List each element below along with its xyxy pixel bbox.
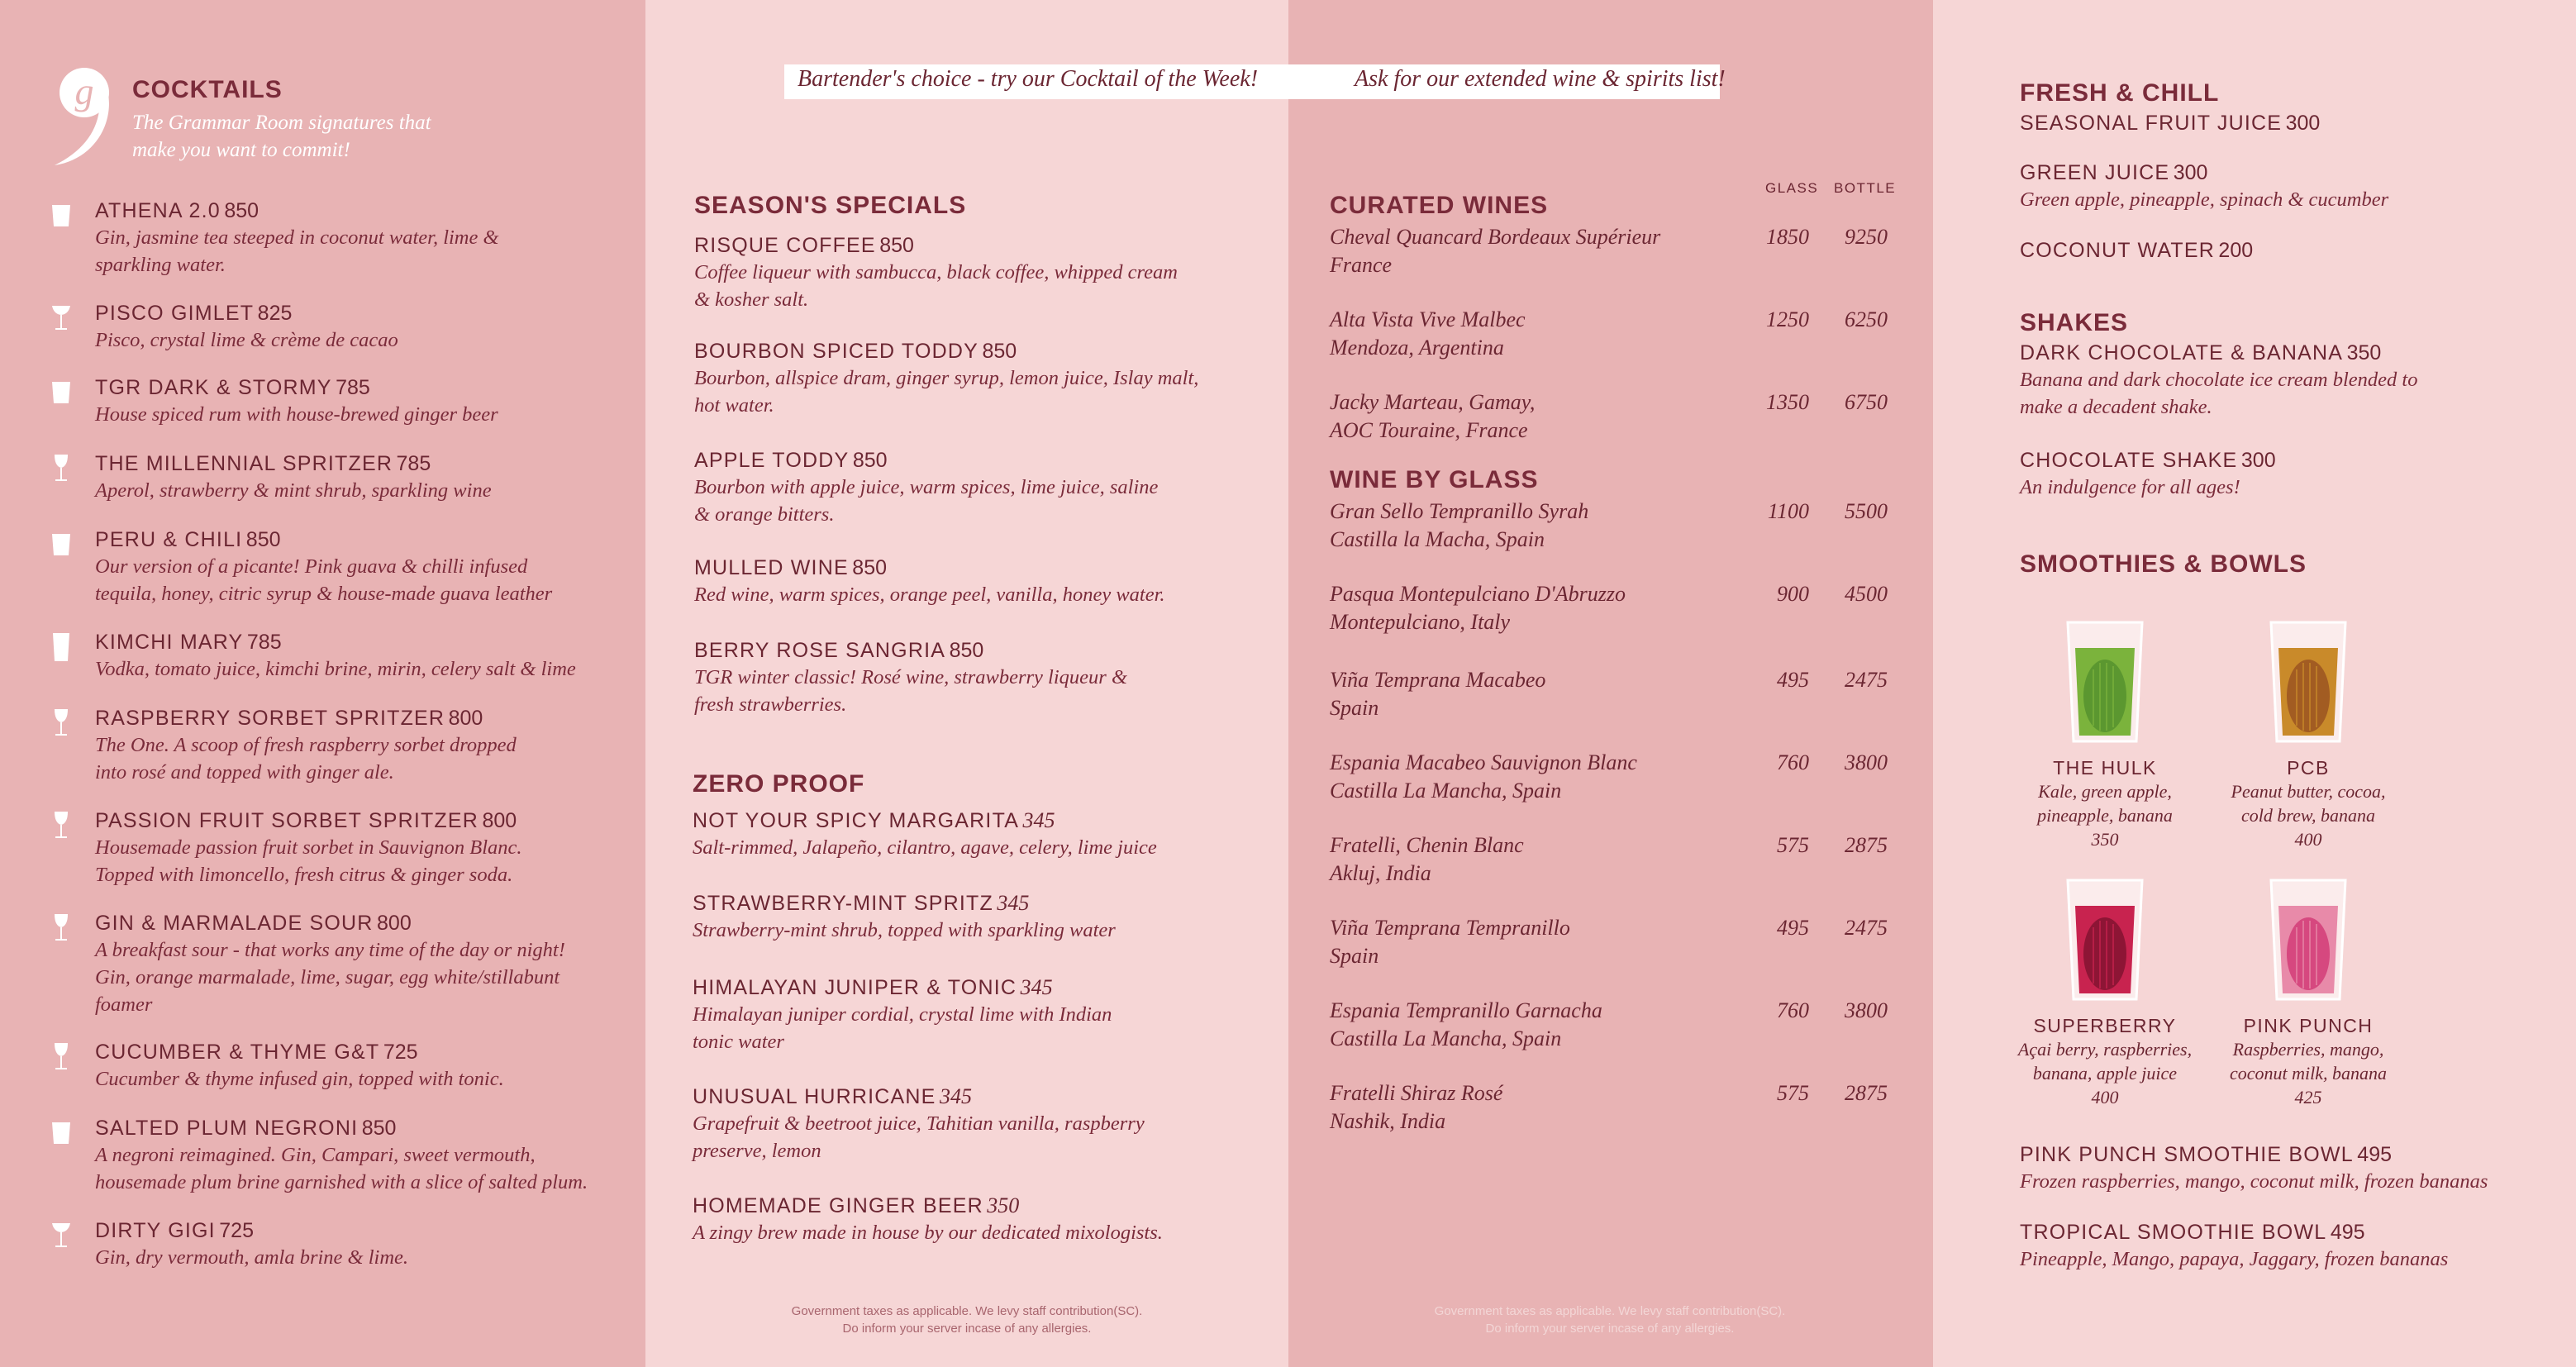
menu-item-heading xyxy=(694,339,1256,364)
menu-item-heading xyxy=(95,808,645,834)
menu-item-name: TROPICAL SMOOTHIE BOWL xyxy=(2020,1221,2327,1244)
menu-item-description: Aperol, strawberry & mint shrub, sparkling wine xyxy=(95,479,492,502)
menu-item-heading xyxy=(2020,111,2576,136)
smoothie-description: banana, apple juice xyxy=(2032,1063,2178,1084)
footer-note xyxy=(1288,1303,1931,1337)
curated-wines-title: CURATED WINES xyxy=(1330,192,1549,219)
wine-glass-price: 575 xyxy=(1777,1081,1809,1105)
menu-item-description: House spiced rum with house-brewed ginger beer xyxy=(95,403,498,426)
menu-item-heading xyxy=(693,1193,1255,1219)
cocktail-glass-icon xyxy=(50,707,73,739)
zero-proof-title: ZERO PROOF xyxy=(693,770,865,798)
menu-item-description: tequila, honey, citric syrup & house-made guava leather xyxy=(95,583,553,605)
cocktail-glass-icon xyxy=(50,631,73,663)
menu-item-name: UNUSUAL HURRICANE xyxy=(693,1085,936,1108)
menu-item-price: 785 xyxy=(246,631,282,654)
menu-item-description: Green apple, pineapple, spinach & cucumber xyxy=(2020,188,2389,211)
menu-item-description: preserve, lemon xyxy=(693,1140,821,1162)
menu-item xyxy=(694,555,1256,608)
menu-item-heading xyxy=(693,891,1255,917)
menu-item-description: Himalayan juniper cordial, crystal lime with Indian xyxy=(693,1003,1112,1026)
menu-item-heading xyxy=(95,375,645,401)
cocktails-title: COCKTAILS xyxy=(132,76,283,103)
wine-row xyxy=(1330,666,1925,722)
menu-item-price: 850 xyxy=(224,199,260,222)
menu-item-heading xyxy=(95,301,645,326)
smoothie-description: Raspberries, mango, xyxy=(2232,1039,2384,1060)
menu-item-description: Coffee liqueur with sambucca, black coffee, whipped cream xyxy=(694,261,1178,283)
menu-item-name: KIMCHI MARY xyxy=(95,631,244,654)
wine-glass-price: 1850 xyxy=(1766,225,1809,249)
menu-item-price: 850 xyxy=(949,639,984,662)
grammar-room-logo xyxy=(48,60,116,167)
menu-item-description: housemade plum brine garnished with a slice of salted plum. xyxy=(95,1171,588,1193)
wine-row xyxy=(1330,388,1925,445)
menu-item-description: Bourbon, allspice dram, ginger syrup, lemon juice, Islay malt, xyxy=(694,367,1199,389)
smoothie-caption xyxy=(2213,757,2403,851)
menu-item-description: The One. A scoop of fresh raspberry sorbet dropped xyxy=(95,734,517,756)
fresh-chill-title: FRESH & CHILL xyxy=(2020,79,2220,107)
menu-item-name: GIN & MARMALADE SOUR xyxy=(95,912,374,935)
menu-item xyxy=(693,975,1255,1055)
menu-item-price: 850 xyxy=(852,556,888,579)
smoothie-caption xyxy=(2010,757,2200,851)
wine-row xyxy=(1330,498,1925,554)
smoothie-description: cold brew, banana xyxy=(2241,805,2375,826)
cocktail-glass-icon xyxy=(50,377,73,408)
menu-item-description: Strawberry-mint shrub, topped with sparkling water xyxy=(693,919,1116,941)
menu-item xyxy=(2020,111,2576,136)
menu-item xyxy=(95,375,645,428)
cocktail-glass-icon xyxy=(50,529,73,560)
wine-row xyxy=(1330,831,1925,888)
menu-item-name: PASSION FRUIT SORBET SPRITZER xyxy=(95,809,479,832)
menu-item-heading xyxy=(95,198,645,224)
menu-item-price: 725 xyxy=(383,1041,418,1064)
smoothie-price: 400 xyxy=(2294,829,2322,850)
menu-item-heading xyxy=(95,1040,645,1065)
menu-item-heading xyxy=(95,1218,645,1244)
wine-name: Cheval Quancard Bordeaux Supérieur xyxy=(1330,225,1661,249)
menu-item-description: Topped with limoncello, fresh citrus & ginger soda. xyxy=(95,864,513,886)
wine-origin: France xyxy=(1330,253,1393,277)
wine-name: Fratelli Shiraz Rosé xyxy=(1330,1081,1503,1105)
wine-name: Pasqua Montepulciano D'Abruzzo xyxy=(1330,582,1626,606)
smoothie-caption xyxy=(2213,1015,2403,1109)
beverages-panel xyxy=(1933,0,2576,1367)
wine-origin: Akluj, India xyxy=(1330,861,1431,885)
menu-item-description: into rosé and topped with ginger ale. xyxy=(95,761,394,784)
menu-item-description: Bourbon with apple juice, warm spices, lime juice, saline xyxy=(694,476,1159,498)
wine-bottle-price: 2475 xyxy=(1845,916,1888,940)
footer-line: Do inform your server incase of any allergies. xyxy=(1485,1322,1735,1336)
menu-item-name: PISCO GIMLET xyxy=(95,302,255,325)
wine-name: Jacky Marteau, Gamay, xyxy=(1330,390,1536,414)
menu-item-price: 300 xyxy=(2285,112,2321,135)
cocktails-subtitle xyxy=(132,109,431,164)
top-banner xyxy=(784,64,1726,99)
menu-item-name: HOMEMADE GINGER BEER xyxy=(693,1194,983,1217)
smoothie-name: PINK PUNCH xyxy=(2243,1015,2374,1036)
smoothie-cup-icon xyxy=(2065,620,2145,744)
menu-item-description: Gin, dry vermouth, amla brine & lime. xyxy=(95,1246,409,1269)
menu-item-name: DARK CHOCOLATE & BANANA xyxy=(2020,341,2344,364)
wine-glass-price: 1250 xyxy=(1766,307,1809,331)
menu-item-heading xyxy=(694,638,1256,664)
smoothie-description: Kale, green apple, xyxy=(2038,781,2172,802)
glass-column-header: GLASS xyxy=(1765,180,1819,196)
menu-item-heading xyxy=(694,233,1256,259)
menu-item-price: 300 xyxy=(2173,161,2208,184)
menu-item xyxy=(2020,1220,2576,1273)
menu-item-description: Gin, jasmine tea steeped in coconut water, lime & xyxy=(95,226,499,249)
menu-item-heading xyxy=(693,1084,1255,1110)
menu-item-price: 785 xyxy=(396,452,431,475)
menu-item-heading xyxy=(693,808,1255,834)
cocktail-of-week-note: Bartender's choice - try our Cocktail of the Week! xyxy=(798,66,1259,92)
menu-item xyxy=(95,451,645,504)
wine-glass-price: 1350 xyxy=(1766,390,1809,414)
menu-item-description: hot water. xyxy=(694,394,774,417)
smoothies-bowls-title: SMOOTHIES & BOWLS xyxy=(2020,550,2307,578)
wine-name: Gran Sello Tempranillo Syrah xyxy=(1330,499,1589,523)
menu-item-description: Banana and dark chocolate ice cream blended to xyxy=(2020,369,2418,391)
menu-item xyxy=(95,527,645,607)
wine-bottle-price: 2475 xyxy=(1845,668,1888,692)
bottle-column-header: BOTTLE xyxy=(1834,180,1897,196)
menu-item-description: Vodka, tomato juice, kimchi brine, mirin, celery salt & lime xyxy=(95,658,576,680)
wine-origin: Spain xyxy=(1330,944,1379,968)
menu-item xyxy=(694,339,1256,419)
wine-name: Alta Vista Vive Malbec xyxy=(1330,307,1526,331)
smoothie-cup-icon xyxy=(2269,620,2348,744)
wine-row xyxy=(1330,1079,1925,1136)
wine-origin: Montepulciano, Italy xyxy=(1330,610,1511,634)
menu-item xyxy=(693,808,1255,861)
menu-item-description: & orange bitters. xyxy=(694,503,835,526)
wine-row xyxy=(1330,306,1925,362)
smoothie-name: PCB xyxy=(2287,757,2330,779)
menu-item-price: 350 xyxy=(987,1193,1020,1217)
wine-glass-price: 760 xyxy=(1777,750,1809,774)
menu-item-price: 850 xyxy=(879,234,914,257)
menu-item-description: Red wine, warm spices, orange peel, vanilla, honey water. xyxy=(694,583,1165,606)
wine-glass-price: 495 xyxy=(1777,916,1809,940)
wine-row xyxy=(1330,580,1925,636)
menu-item xyxy=(95,1218,645,1271)
menu-item xyxy=(694,638,1256,718)
cocktail-glass-icon xyxy=(50,1117,73,1149)
menu-item-name: BOURBON SPICED TODDY xyxy=(694,340,978,363)
menu-item-name: TGR DARK & STORMY xyxy=(95,376,332,399)
menu-item-description: Our version of a picante! Pink guava & chilli infused xyxy=(95,555,528,578)
menu-item-name: RASPBERRY SORBET SPRITZER xyxy=(95,707,445,730)
menu-item-description: Salt-rimmed, Jalapeño, cilantro, agave, celery, lime juice xyxy=(693,836,1157,859)
menu-item-description: tonic water xyxy=(693,1031,784,1053)
menu-item-name: SALTED PLUM NEGRONI xyxy=(95,1117,359,1140)
menu-item-price: 850 xyxy=(245,528,281,551)
wine-bottle-price: 5500 xyxy=(1845,499,1888,523)
menu-item-name: STRAWBERRY-MINT SPRITZ xyxy=(693,892,993,915)
wine-bottle-price: 3800 xyxy=(1845,750,1888,774)
menu-item-name: CHOCOLATE SHAKE xyxy=(2020,449,2238,472)
wine-bottle-price: 9250 xyxy=(1845,225,1888,249)
menu-item-name: MULLED WINE xyxy=(694,556,849,579)
menu-item xyxy=(95,1040,645,1093)
menu-item-heading xyxy=(95,1116,645,1141)
menu-item-description: Cucumber & thyme infused gin, topped with tonic. xyxy=(95,1068,504,1090)
shakes-title: SHAKES xyxy=(2020,309,2129,336)
menu-item-name: APPLE TODDY xyxy=(694,449,850,472)
menu-item-description: A breakfast sour - that works any time of the day or night! xyxy=(95,939,565,961)
menu-item-description: sparkling water. xyxy=(95,254,226,276)
smoothie-cup-icon xyxy=(2269,878,2348,1002)
specials-panel xyxy=(645,0,1288,1367)
menu-item-price: 800 xyxy=(482,809,517,832)
wine-glass-price: 575 xyxy=(1777,833,1809,857)
menu-item-price: 825 xyxy=(257,302,293,325)
menu-item-name: DIRTY GIGI xyxy=(95,1219,216,1242)
smoothie-description: pineapple, banana xyxy=(2037,805,2173,826)
menu-item-name: HIMALAYAN JUNIPER & TONIC xyxy=(693,976,1017,999)
menu-item-name: PINK PUNCH SMOOTHIE BOWL xyxy=(2020,1143,2354,1166)
menu-item-price: 345 xyxy=(997,891,1030,915)
cocktail-glass-icon xyxy=(50,200,73,231)
menu-item-price: 345 xyxy=(1022,808,1055,832)
menu-item-description: make a decadent shake. xyxy=(2020,396,2212,418)
cocktail-glass-icon xyxy=(50,453,73,484)
menu-item-heading xyxy=(95,451,645,477)
smoothie-cup-icon xyxy=(2065,878,2145,1002)
wine-glass-price: 495 xyxy=(1777,668,1809,692)
menu-item-heading xyxy=(2020,238,2576,264)
wine-row xyxy=(1330,749,1925,805)
smoothie-name: THE HULK xyxy=(2053,757,2157,779)
cocktail-glass-icon xyxy=(50,1220,73,1251)
svg-text:g: g xyxy=(74,70,94,112)
cocktail-glass-icon xyxy=(50,302,73,334)
menu-item-description: Pineapple, Mango, papaya, Jaggary, frozen bananas xyxy=(2020,1248,2449,1270)
wine-origin: Castilla la Macha, Spain xyxy=(1330,527,1545,551)
menu-item-description: Housemade passion fruit sorbet in Sauvignon Blanc. xyxy=(95,836,522,859)
menu-item xyxy=(2020,160,2576,213)
menu-item-description: An indulgence for all ages! xyxy=(2020,476,2240,498)
menu-item-name: GREEN JUICE xyxy=(2020,161,2170,184)
menu-item-heading xyxy=(2020,1142,2576,1168)
menu-item xyxy=(2020,238,2576,264)
wine-bottle-price: 3800 xyxy=(1845,998,1888,1022)
wine-row xyxy=(1330,997,1925,1053)
wine-glass-price: 900 xyxy=(1777,582,1809,606)
menu-item-description: Gin, orange marmalade, lime, sugar, egg white/stillabunt xyxy=(95,966,560,988)
menu-item-heading xyxy=(2020,448,2576,474)
menu-item xyxy=(95,808,645,888)
menu-item-price: 800 xyxy=(448,707,483,730)
wine-by-glass-title: WINE BY GLASS xyxy=(1330,466,1539,493)
menu-item-price: 850 xyxy=(852,449,888,472)
cocktail-glass-icon xyxy=(50,912,73,944)
menu-item-description: Frozen raspberries, mango, coconut milk, frozen bananas xyxy=(2020,1170,2488,1193)
menu-item-price: 350 xyxy=(2346,341,2382,364)
cocktails-panel xyxy=(0,0,645,1367)
menu-item-price: 495 xyxy=(2330,1221,2365,1244)
menu-item-name: COCONUT WATER xyxy=(2020,239,2215,262)
menu-item-heading xyxy=(95,527,645,553)
wine-origin: Nashik, India xyxy=(1330,1109,1446,1133)
wine-bottle-price: 6250 xyxy=(1845,307,1888,331)
smoothie-description: Açai berry, raspberries, xyxy=(2017,1039,2193,1060)
footer-line: Do inform your server incase of any allergies. xyxy=(842,1322,1092,1336)
menu-item-name: NOT YOUR SPICY MARGARITA xyxy=(693,809,1020,832)
menu-item-heading xyxy=(694,448,1256,474)
menu-item-description: A negroni reimagined. Gin, Campari, sweet vermouth, xyxy=(95,1144,536,1166)
smoothie-price: 425 xyxy=(2294,1087,2322,1107)
wine-origin: Castilla La Mancha, Spain xyxy=(1330,779,1562,803)
wine-row xyxy=(1330,914,1925,970)
smoothie-description: coconut milk, banana xyxy=(2229,1063,2388,1084)
smoothie-description: Peanut butter, cocoa, xyxy=(2231,781,2386,802)
menu-item xyxy=(95,630,645,683)
wine-name: Viña Temprana Tempranillo xyxy=(1330,916,1570,940)
menu-item-price: 850 xyxy=(982,340,1017,363)
menu-item-description: foamer xyxy=(95,993,153,1016)
menu-item xyxy=(693,891,1255,944)
menu-item-name: SEASONAL FRUIT JUICE xyxy=(2020,112,2283,135)
cocktails-subtitle-line: make you want to commit! xyxy=(132,139,350,161)
smoothie-name: SUPERBERRY xyxy=(2033,1015,2177,1036)
cocktail-glass-icon xyxy=(50,810,73,841)
menu-item-price: 495 xyxy=(2357,1143,2393,1166)
menu-item-name: RISQUE COFFEE xyxy=(694,234,876,257)
menu-item xyxy=(2020,448,2576,501)
menu-item-price: 345 xyxy=(939,1084,972,1108)
menu-item-heading xyxy=(693,975,1255,1001)
menu-item-description: TGR winter classic! Rosé wine, strawberry liqueur & xyxy=(694,666,1127,688)
menu-item-heading xyxy=(2020,341,2576,366)
menu-item-heading xyxy=(95,706,645,731)
menu-item-price: 345 xyxy=(1020,975,1053,999)
menu-item-price: 785 xyxy=(336,376,370,399)
menu-item xyxy=(693,1193,1255,1246)
footer-note xyxy=(645,1303,1288,1337)
menu-item-heading xyxy=(694,555,1256,581)
wine-name: Fratelli, Chenin Blanc xyxy=(1330,833,1524,857)
menu-item-name: CUCUMBER & THYME G&T xyxy=(95,1041,380,1064)
wine-glass-price: 1100 xyxy=(1767,499,1809,523)
menu-item-heading xyxy=(95,911,645,936)
wine-glass-price: 760 xyxy=(1777,998,1809,1022)
menu-item-name: THE MILLENNIAL SPRITZER xyxy=(95,452,393,475)
menu-item-heading xyxy=(95,630,645,655)
footer-line: Government taxes as applicable. We levy staff contribution(SC). xyxy=(791,1304,1143,1318)
menu-item-description: Pisco, crystal lime & crème de cacao xyxy=(95,329,398,351)
wine-origin: Spain xyxy=(1330,696,1379,720)
smoothie-price: 400 xyxy=(2091,1087,2119,1107)
footer-line: Government taxes as applicable. We levy staff contribution(SC). xyxy=(1434,1304,1786,1318)
menu-item-description: Grapefruit & beetroot juice, Tahitian vanilla, raspberry xyxy=(693,1112,1145,1135)
logo-g-icon xyxy=(48,60,116,167)
menu-item-heading xyxy=(2020,160,2576,186)
wine-origin: AOC Touraine, France xyxy=(1330,418,1528,442)
wine-bottle-price: 2875 xyxy=(1845,833,1888,857)
menu-item xyxy=(2020,1142,2576,1195)
menu-item xyxy=(694,448,1256,528)
menu-item-name: PERU & CHILI xyxy=(95,528,243,551)
wine-origin: Mendoza, Argentina xyxy=(1330,336,1504,360)
seasons-specials-title: SEASON'S SPECIALS xyxy=(694,192,967,219)
wine-list-note: Ask for our extended wine & spirits list! xyxy=(1355,66,1726,92)
menu-item-name: ATHENA 2.0 xyxy=(95,199,221,222)
menu-item-heading xyxy=(2020,1220,2576,1246)
menu-item-description: & kosher salt. xyxy=(694,288,809,311)
wine-name: Viña Temprana Macabeo xyxy=(1330,668,1546,692)
menu-item-price: 300 xyxy=(2240,449,2276,472)
menu-item xyxy=(95,301,645,354)
wine-bottle-price: 6750 xyxy=(1845,390,1888,414)
wine-origin: Castilla La Mancha, Spain xyxy=(1330,1026,1562,1050)
menu-item-price: 850 xyxy=(361,1117,397,1140)
wine-name: Espania Tempranillo Garnacha xyxy=(1330,998,1602,1022)
cocktails-subtitle-line: The Grammar Room signatures that xyxy=(132,112,431,134)
menu-item xyxy=(693,1084,1255,1165)
menu-item-description: A zingy brew made in house by our dedicated mixologists. xyxy=(693,1222,1163,1244)
menu-item xyxy=(95,911,645,1018)
menu-item xyxy=(95,706,645,786)
menu-item-description: fresh strawberries. xyxy=(694,693,847,716)
wine-bottle-price: 2875 xyxy=(1845,1081,1888,1105)
menu-item-price: 800 xyxy=(377,912,412,935)
menu-item-price: 200 xyxy=(2218,239,2254,262)
menu-item xyxy=(95,198,645,279)
menu-item xyxy=(95,1116,645,1196)
smoothie-price: 350 xyxy=(2091,829,2119,850)
menu-item-name: BERRY ROSE SANGRIA xyxy=(694,639,946,662)
menu-item xyxy=(694,233,1256,313)
smoothie-caption xyxy=(2010,1015,2200,1109)
menu-item-price: 725 xyxy=(219,1219,254,1242)
menu-item xyxy=(2020,341,2576,421)
cocktail-glass-icon xyxy=(50,1041,73,1073)
wine-name: Espania Macabeo Sauvignon Blanc xyxy=(1330,750,1637,774)
wine-row xyxy=(1330,223,1925,279)
wine-bottle-price: 4500 xyxy=(1845,582,1888,606)
